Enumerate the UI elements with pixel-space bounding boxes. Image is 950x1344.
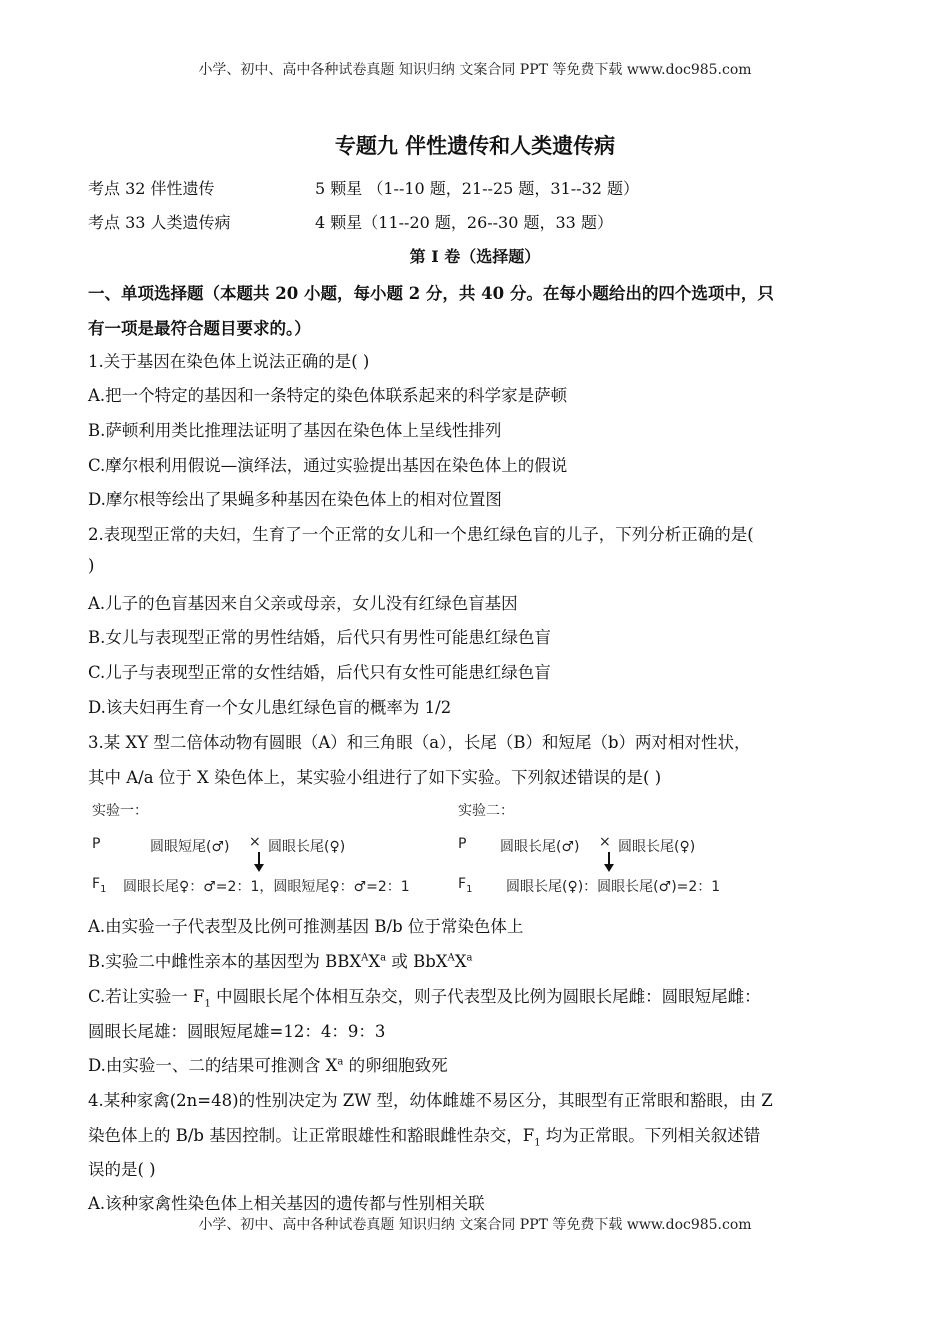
q1-option-b: B.萨顿利用类比推理法证明了基因在染色体上呈线性排列	[88, 421, 502, 440]
q2-stem-line1: 2.表现型正常的夫妇，生育了一个正常的女儿和一个患红绿色盲的儿子，下列分析正确的是(	[88, 525, 754, 544]
q4-option-a: A.该种家禽性染色体上相关基因的遗传都与性别相关联	[88, 1194, 485, 1213]
q2-option-a: A.儿子的色盲基因来自父亲或母亲，女儿没有红绿色盲基因	[88, 594, 518, 613]
q1-option-a: A.把一个特定的基因和一条特定的染色体联系起来的科学家是萨顿	[88, 386, 568, 405]
exp2-label: 实验二：	[458, 803, 514, 819]
part-heading-line2: 有一项是最符合题目要求的。）	[88, 319, 311, 338]
q3-option-c-line2: 圆眼长尾雄：圆眼短尾雄=12：4：9：3	[88, 1022, 386, 1041]
q4-stem-line3: 误的是( )	[88, 1160, 156, 1179]
section-title: 第 I 卷（选择题）	[409, 247, 541, 266]
q2-option-d: D.该夫妇再生育一个女儿患红绿色盲的概率为 1/2	[88, 698, 452, 717]
q2-option-b: B.女儿与表现型正常的男性结婚，后代只有男性可能患红绿色盲	[88, 628, 551, 647]
q3-option-c-line1: C.若让实验一 $F_1$ 中圆眼长尾个体相互杂交，则子代表型及比例为圆眼长尾雌：圆眼短尾雌：	[88, 987, 761, 1010]
exp2-cross-symbol: ×	[599, 834, 611, 850]
kaodian-2-stars: 4 颗星（11--20 题，26--30 题，33 题）	[315, 213, 613, 232]
q1-option-c: C.摩尔根利用假说—演绎法，通过实验提出基因在染色体上的假说	[88, 456, 568, 475]
page-title: 专题九 伴性遗传和人类遗传病	[334, 133, 616, 158]
exp1-cross-symbol: ×	[249, 834, 261, 850]
page-header: 小学、初中、高中各种试卷真题 知识归纳 文案合同 PPT 等免费下载 www.doc985.com	[198, 62, 752, 78]
q3-stem-line2: 其中 A/a 位于 X 染色体上，某实验小组进行了如下实验。下列叙述错误的是( )	[88, 768, 662, 787]
exp2-f1-result: 圆眼长尾(♀)：圆眼长尾(♂)=2：1	[506, 879, 721, 895]
q3-option-b: B.实验二中雌性亲本的基因型为 $BBX^AX^a$ 或 $BbX^AX^a$	[88, 952, 473, 971]
q2-stem-line2: )	[88, 556, 95, 575]
exp1-label: 实验一：	[92, 803, 148, 819]
exp2-arrowhead	[604, 864, 614, 872]
exp1-f1-label: $F_1$	[92, 876, 107, 895]
exp1-f1-result: 圆眼长尾♀：♂=2：1，圆眼短尾♀：♂=2：1	[123, 879, 410, 895]
q2-option-c: C.儿子与表现型正常的女性结婚，后代只有女性可能患红绿色盲	[88, 663, 551, 682]
kaodian-1-stars: 5 颗星 （1--10 题，21--25 题，31--32 题）	[315, 179, 640, 198]
q3-option-d: D.由实验一、二的结果可推测含 $X^a$ 的卵细胞致死	[88, 1056, 448, 1075]
page-footer: 小学、初中、高中各种试卷真题 知识归纳 文案合同 PPT 等免费下载 www.doc985.com	[198, 1217, 752, 1233]
exp2-female-parent: 圆眼长尾(♀)	[618, 839, 696, 855]
q1-option-d: D.摩尔根等绘出了果蝇多种基因在染色体上的相对位置图	[88, 490, 502, 509]
q4-stem-line1: 4.某种家禽(2n=48)的性别决定为 ZW 型，幼体雌雄不易区分，其眼型有正常眼和豁眼，由 Z	[88, 1091, 773, 1110]
part-heading-line1: 一、单项选择题（本题共 20 小题，每小题 2 分，共 40 分。在每小题给出的四个选项中，只	[88, 284, 774, 303]
q3-option-a: A.由实验一子代表型及比例可推测基因 B/b 位于常染色体上	[88, 917, 524, 936]
exp1-arrowhead	[254, 864, 264, 872]
exp2-male-parent: 圆眼长尾(♂)	[500, 839, 580, 855]
q4-stem-line2: 染色体上的 B/b 基因控制。让正常眼雄性和豁眼雌性杂交，$F_1$ 均为正常眼。下列相关叙述错	[88, 1126, 761, 1149]
exp1-p: P	[92, 836, 101, 852]
kaodian-2-name: 考点 33 人类遗传病	[88, 213, 231, 232]
exp1-female-parent: 圆眼长尾(♀)	[268, 839, 346, 855]
q3-stem-line1: 3.某 XY 型二倍体动物有圆眼（A）和三角眼（a），长尾（B）和短尾（b）两对相对性状，	[88, 733, 751, 752]
q1-stem: 1.关于基因在染色体上说法正确的是( )	[88, 352, 370, 371]
exp2-p: P	[458, 836, 467, 852]
kaodian-1-name: 考点 32 伴性遗传	[88, 179, 215, 198]
exp1-male-parent: 圆眼短尾(♂)	[150, 839, 230, 855]
exp2-f1-label: $F_1$	[458, 876, 473, 895]
